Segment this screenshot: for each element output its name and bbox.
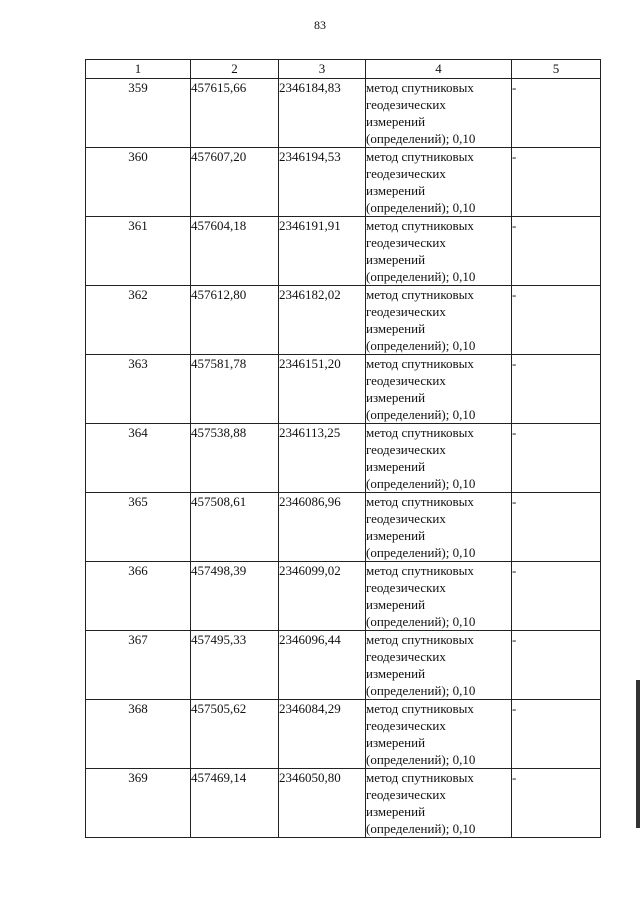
table-row [86,631,601,700]
method-line: измерений [366,252,426,267]
method-line: (определений); 0,10 [366,476,476,491]
method-line: метод спутниковых [366,149,474,164]
x-coordinate-cell: 457495,33 [191,631,279,700]
point-number-cell: 369 [86,769,191,838]
method-line: геодезических [366,580,446,595]
method-line: измерений [366,321,426,336]
method-line: геодезических [366,235,446,250]
column-header-1: 1 [86,60,191,79]
x-coordinate-cell: 457508,61 [191,493,279,562]
method-cell [366,493,512,562]
point-number-cell: 361 [86,217,191,286]
note-cell: - [512,631,601,700]
point-number-cell: 367 [86,631,191,700]
x-coordinate-cell: 457538,88 [191,424,279,493]
table-row [86,769,601,838]
method-line: геодезических [366,787,446,802]
method-line: (определений); 0,10 [366,752,476,767]
x-coordinate-cell: 457581,78 [191,355,279,424]
scan-edge-mark [636,680,640,828]
table-row [86,286,601,355]
y-coordinate-cell: 2346084,29 [279,700,366,769]
method-line: измерений [366,597,426,612]
method-line: (определений); 0,10 [366,821,476,836]
method-line: измерений [366,804,426,819]
method-line: (определений); 0,10 [366,407,476,422]
method-cell [366,631,512,700]
method-line: измерений [366,459,426,474]
table-row [86,424,601,493]
x-coordinate-cell: 457505,62 [191,700,279,769]
method-cell [366,424,512,493]
method-line: метод спутниковых [366,425,474,440]
method-line: геодезических [366,511,446,526]
note-cell: - [512,79,601,148]
method-cell [366,562,512,631]
method-line: метод спутниковых [366,218,474,233]
method-cell [366,700,512,769]
table-row [86,79,601,148]
method-line: геодезических [366,373,446,388]
x-coordinate-cell: 457615,66 [191,79,279,148]
method-line: геодезических [366,649,446,664]
note-cell: - [512,217,601,286]
method-line: (определений); 0,10 [366,338,476,353]
note-cell: - [512,769,601,838]
point-number-cell: 359 [86,79,191,148]
coordinates-table [85,59,601,838]
method-line: измерений [366,528,426,543]
y-coordinate-cell: 2346096,44 [279,631,366,700]
table-row [86,217,601,286]
table-header-row [86,60,601,79]
note-cell: - [512,286,601,355]
method-line: измерений [366,666,426,681]
method-line: геодезических [366,304,446,319]
point-number-cell: 360 [86,148,191,217]
table-row [86,562,601,631]
method-cell [366,769,512,838]
method-line: метод спутниковых [366,770,474,785]
method-line: метод спутниковых [366,701,474,716]
method-line: геодезических [366,166,446,181]
method-line: (определений); 0,10 [366,200,476,215]
x-coordinate-cell: 457604,18 [191,217,279,286]
point-number-cell: 368 [86,700,191,769]
note-cell: - [512,493,601,562]
method-line: (определений); 0,10 [366,683,476,698]
method-line: (определений); 0,10 [366,545,476,560]
point-number-cell: 364 [86,424,191,493]
y-coordinate-cell: 2346113,25 [279,424,366,493]
method-line: геодезических [366,442,446,457]
method-line: измерений [366,114,426,129]
column-header-2: 2 [191,60,279,79]
method-cell [366,355,512,424]
method-line: метод спутниковых [366,80,474,95]
method-line: геодезических [366,97,446,112]
x-coordinate-cell: 457469,14 [191,769,279,838]
method-line: измерений [366,183,426,198]
x-coordinate-cell: 457607,20 [191,148,279,217]
method-cell [366,148,512,217]
y-coordinate-cell: 2346099,02 [279,562,366,631]
note-cell: - [512,148,601,217]
method-line: метод спутниковых [366,356,474,371]
column-header-3: 3 [279,60,366,79]
y-coordinate-cell: 2346086,96 [279,493,366,562]
method-line: (определений); 0,10 [366,131,476,146]
point-number-cell: 366 [86,562,191,631]
table-row [86,493,601,562]
y-coordinate-cell: 2346050,80 [279,769,366,838]
method-cell [366,286,512,355]
note-cell: - [512,562,601,631]
method-line: метод спутниковых [366,563,474,578]
method-line: геодезических [366,718,446,733]
page-number: 83 [314,18,326,32]
note-cell: - [512,355,601,424]
method-line: метод спутниковых [366,494,474,509]
x-coordinate-cell: 457612,80 [191,286,279,355]
table-row [86,700,601,769]
x-coordinate-cell: 457498,39 [191,562,279,631]
point-number-cell: 365 [86,493,191,562]
method-line: метод спутниковых [366,632,474,647]
note-cell: - [512,700,601,769]
method-line: измерений [366,390,426,405]
y-coordinate-cell: 2346182,02 [279,286,366,355]
y-coordinate-cell: 2346184,83 [279,79,366,148]
method-cell [366,217,512,286]
table-row [86,148,601,217]
y-coordinate-cell: 2346151,20 [279,355,366,424]
method-cell [366,79,512,148]
column-header-4: 4 [366,60,512,79]
column-header-5: 5 [512,60,601,79]
table-row [86,355,601,424]
point-number-cell: 362 [86,286,191,355]
point-number-cell: 363 [86,355,191,424]
note-cell: - [512,424,601,493]
y-coordinate-cell: 2346194,53 [279,148,366,217]
table-body [86,79,601,838]
y-coordinate-cell: 2346191,91 [279,217,366,286]
method-line: (определений); 0,10 [366,269,476,284]
method-line: метод спутниковых [366,287,474,302]
method-line: измерений [366,735,426,750]
method-line: (определений); 0,10 [366,614,476,629]
